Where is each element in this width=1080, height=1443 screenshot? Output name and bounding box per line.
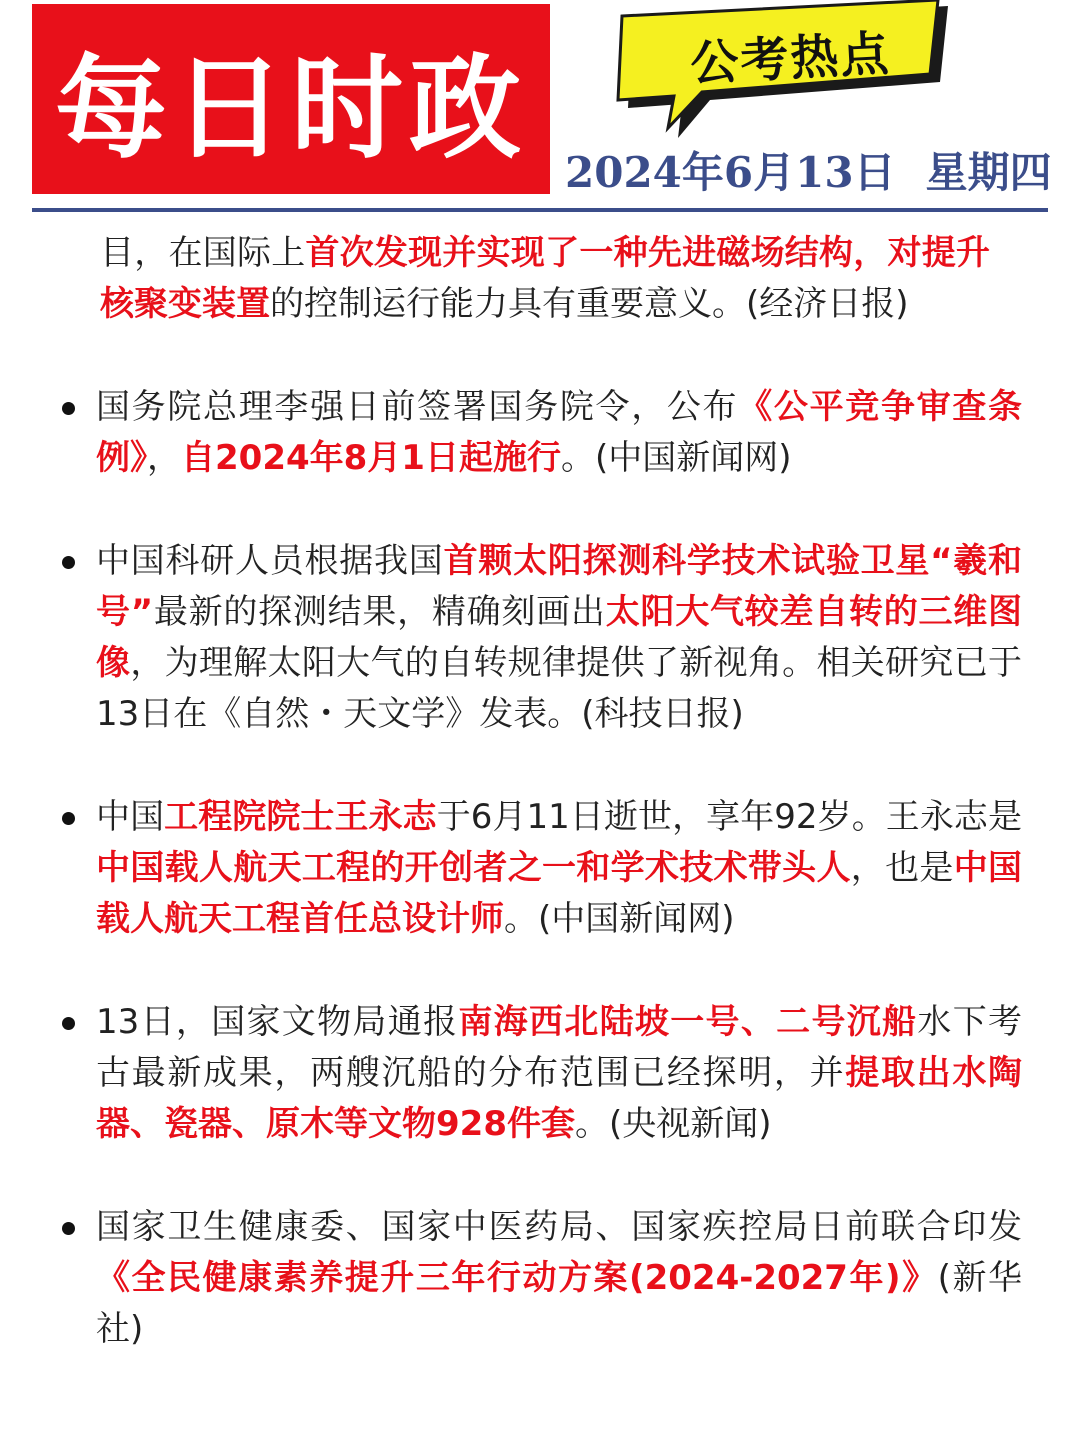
item-highlight: 中国载人航天工程首任总设计师	[96, 848, 1023, 939]
item-text: 中国科研人员根据我国	[96, 541, 444, 581]
item-text: ，也是	[850, 848, 954, 888]
item-highlight: 首次发现并实现了一种先进磁场结构，对提升核聚变装置	[100, 233, 991, 324]
item-highlight: 首颗太阳探测科学技术试验卫星“羲和号”	[96, 541, 1022, 632]
news-item	[0, 792, 1080, 945]
item-text: 水下考古最新成果，两艘沉船的分布范围已经探明，并	[96, 1002, 1023, 1093]
item-highlight: 工程院院士王永志	[164, 797, 437, 837]
item-text: 13日，国家文物局通报	[96, 1002, 459, 1042]
date-text: 2024年6月13日	[565, 148, 896, 197]
item-highlight: 太阳大气较差自转的三维图像	[96, 592, 1022, 683]
item-text: 。(中国新闻网)	[504, 899, 735, 939]
item-text: 于6月11日逝世，享年92岁。王永志是	[436, 797, 1022, 837]
item-text: 。(中国新闻网)	[560, 438, 792, 478]
weekday-text: 星期四	[925, 148, 1052, 197]
news-item	[0, 382, 1080, 484]
item-text: 国家卫生健康委、国家中医药局、国家疾控局日前联合印发	[96, 1207, 1022, 1247]
news-list	[0, 228, 1080, 1355]
item-highlight: 中国载人航天工程的开创者之一和学术技术带头人	[96, 848, 851, 888]
item-text: 目，在国际上	[100, 233, 306, 273]
item-text: (新华社)	[96, 1258, 1022, 1349]
title-banner	[32, 4, 550, 194]
item-highlight: 提取出水陶器、瓷器、原木等文物928件套	[96, 1053, 1023, 1144]
tag-label: 公考热点	[689, 25, 892, 93]
item-highlight: 自2024年8月1日起施行	[181, 438, 561, 478]
date-line	[565, 140, 1052, 198]
item-text: 。(央视新闻)	[574, 1104, 772, 1144]
news-item	[0, 228, 1080, 330]
item-text: 最新的探测结果，精确刻画出	[153, 592, 606, 632]
news-item	[0, 1202, 1080, 1355]
tag-bubble	[600, 0, 960, 140]
item-text: 国务院总理李强日前签署国务院令，公布	[96, 387, 739, 427]
item-highlight: 《全民健康素养提升三年行动方案(2024-2027年)》	[96, 1258, 938, 1298]
header-divider	[32, 208, 1048, 212]
item-highlight: 《公平竞争审查条例》	[96, 387, 1023, 478]
item-text: ，	[147, 438, 181, 478]
item-highlight: 南海西北陆坡一号、二号沉船	[458, 1002, 918, 1042]
news-item	[0, 536, 1080, 740]
item-text: ，为理解太阳大气的自转规律提供了新视角。相关研究已于13日在《自然・天文学》发表。(科技日报)	[96, 643, 1023, 734]
item-text: 的控制运行能力具有重要意义。(经济日报)	[270, 284, 909, 324]
news-item	[0, 997, 1080, 1150]
item-text: 中国	[96, 797, 165, 837]
page-title: 每日时政	[55, 43, 527, 174]
